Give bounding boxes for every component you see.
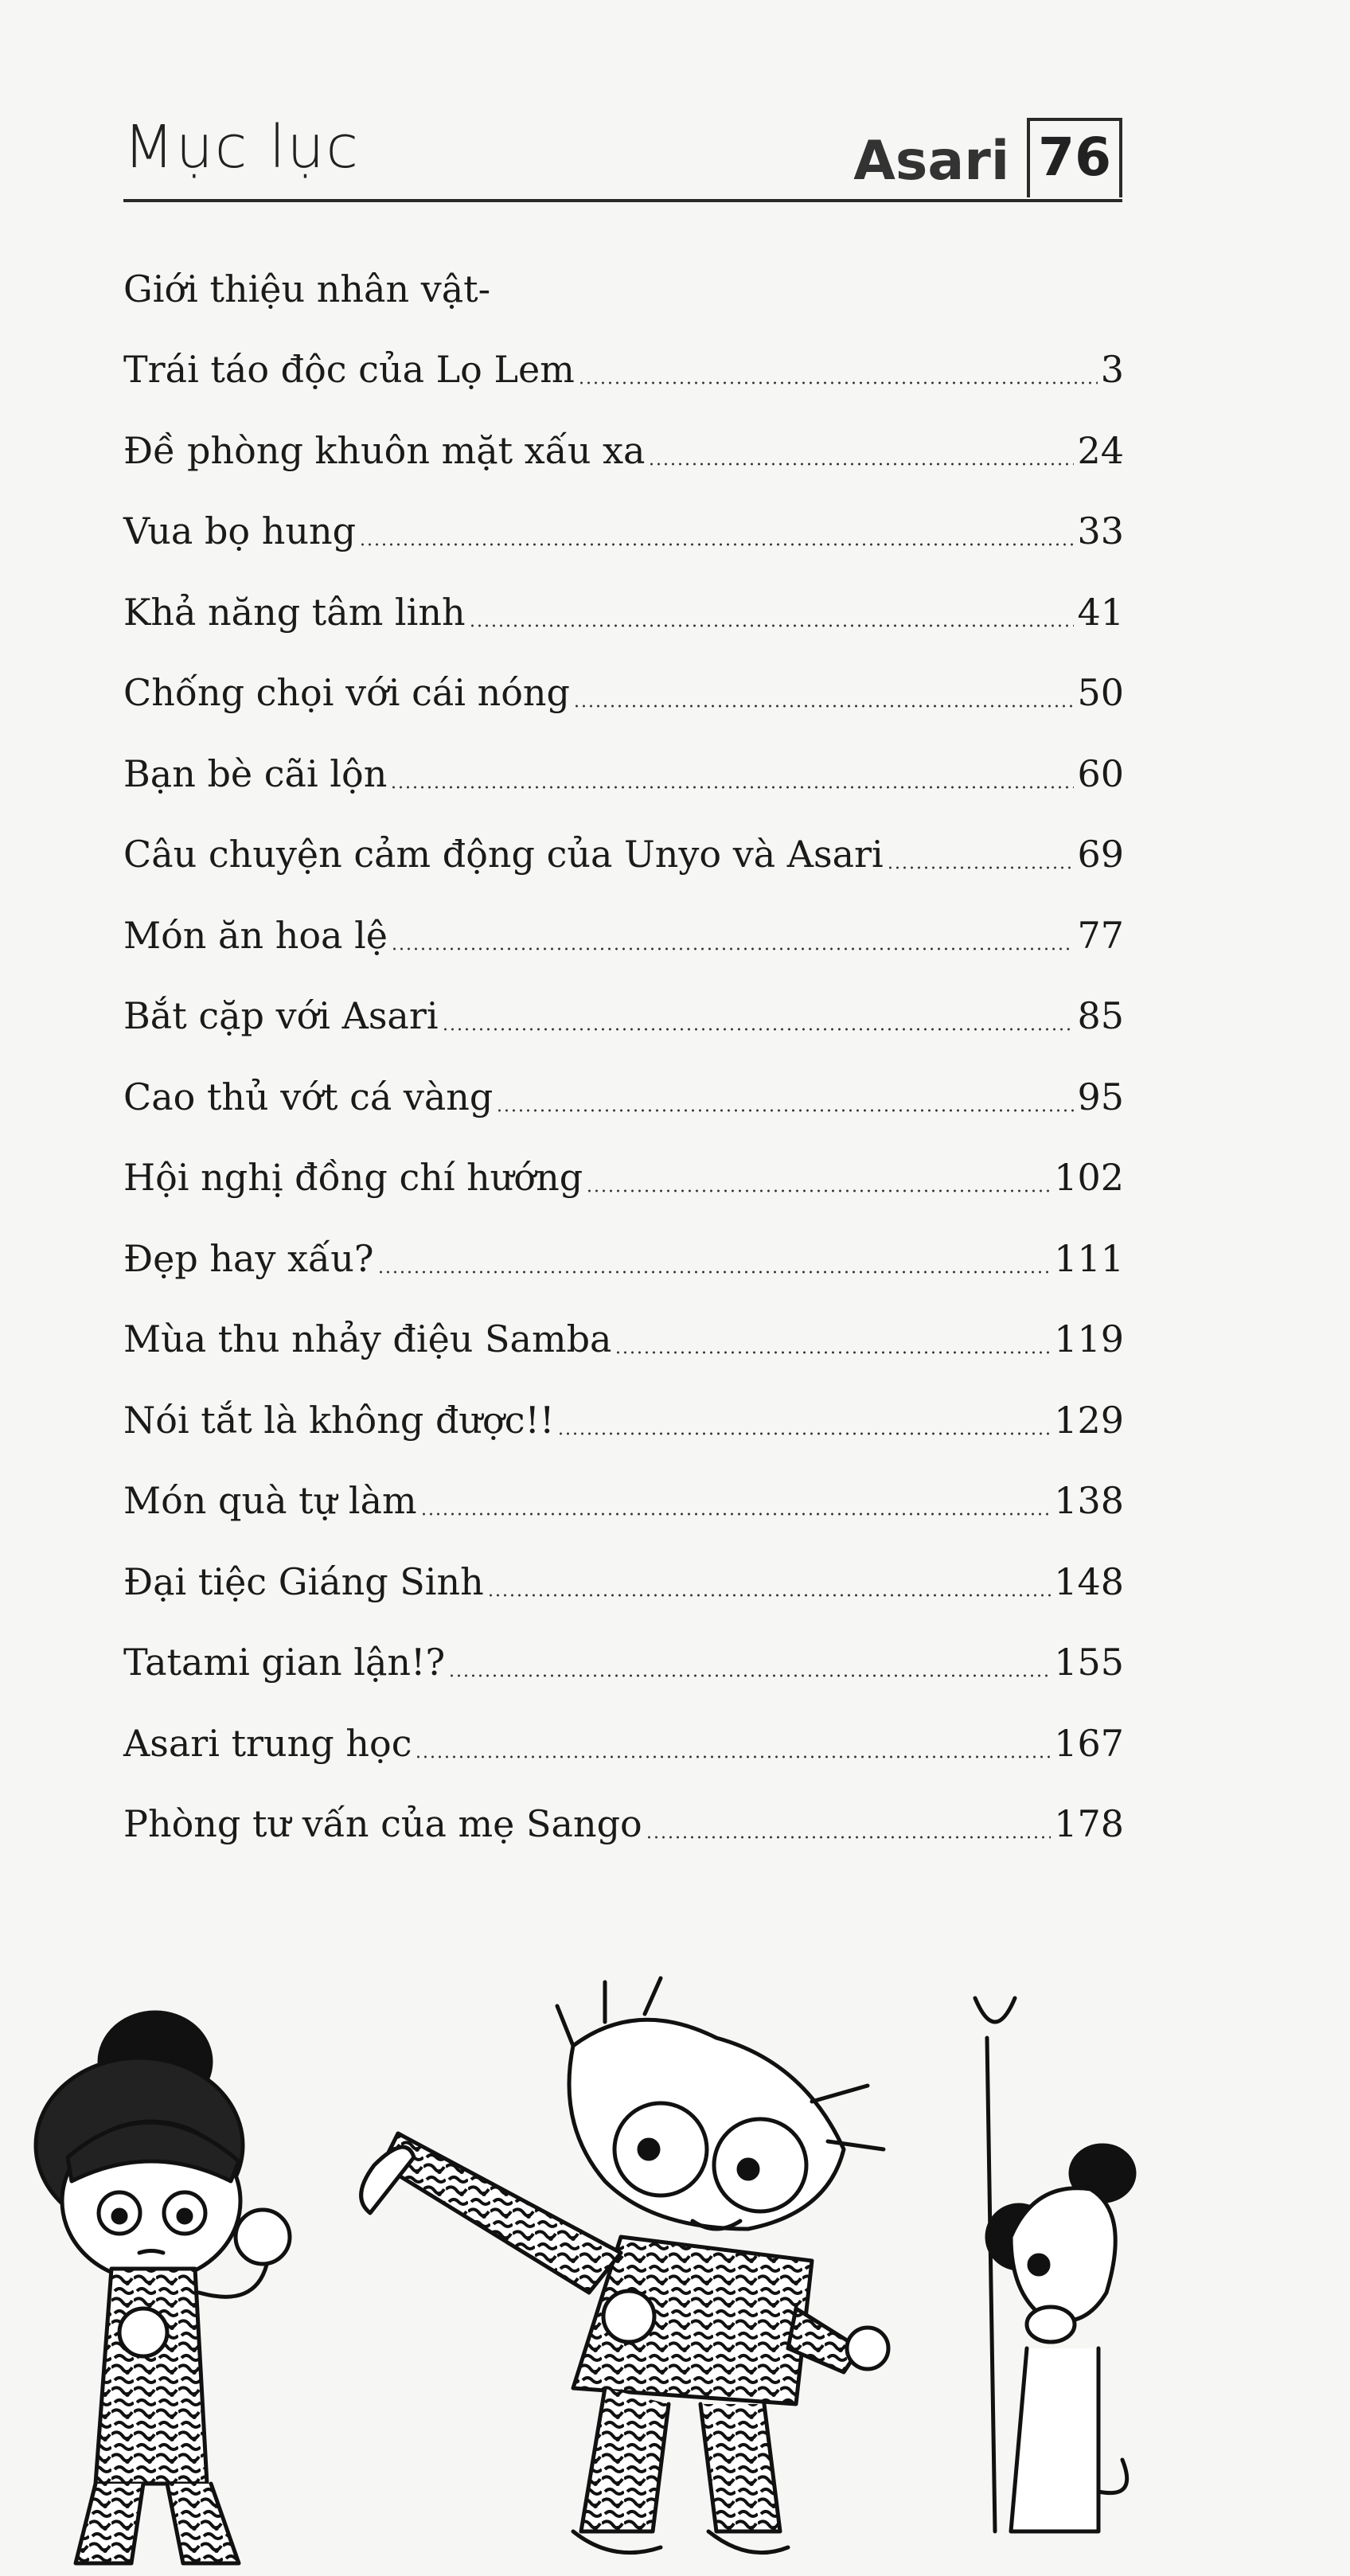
dot-leader bbox=[487, 1594, 1051, 1597]
toc-entry[interactable] bbox=[123, 1138, 1124, 1219]
toc-entry-title: Chống chọi với cái nóng bbox=[123, 671, 571, 715]
toc-entry-page: 69 bbox=[1077, 833, 1124, 876]
toc-entry-title: Asari trung học bbox=[123, 1721, 412, 1765]
series-label bbox=[853, 118, 1122, 197]
toc-entry-page: 138 bbox=[1054, 1479, 1124, 1523]
toc-entry-page: 178 bbox=[1054, 1802, 1124, 1846]
dot-leader bbox=[415, 1755, 1051, 1758]
toc-entry-page: 85 bbox=[1077, 994, 1124, 1038]
toc-entry-title: Bạn bè cãi lộn bbox=[123, 751, 388, 795]
dot-leader bbox=[648, 463, 1074, 466]
toc-entry-page: 3 bbox=[1100, 348, 1124, 392]
toc-entry-title: Hội nghị đồng chí hướng bbox=[123, 1156, 583, 1200]
toc-entry[interactable] bbox=[123, 410, 1124, 491]
toc-entry-title: Khả năng tâm linh bbox=[123, 590, 466, 634]
volume-number: 76 bbox=[1027, 118, 1122, 197]
toc-entry-title: Đề phòng khuôn mặt xấu xa bbox=[123, 428, 646, 472]
toc-entry[interactable] bbox=[123, 1380, 1124, 1461]
toc-entry[interactable] bbox=[123, 895, 1124, 976]
toc-entry-page: 41 bbox=[1077, 590, 1124, 634]
dot-leader bbox=[887, 866, 1075, 869]
toc-entry[interactable] bbox=[123, 1784, 1124, 1865]
dot-leader bbox=[391, 947, 1074, 950]
toc-entry-title: Đẹp hay xấu? bbox=[123, 1236, 374, 1280]
page-title: Mục lục bbox=[123, 113, 361, 181]
page-header bbox=[123, 103, 1122, 202]
toc-entry-page: 77 bbox=[1077, 913, 1124, 957]
toc-entry-title: Mùa thu nhảy điệu Samba bbox=[123, 1317, 612, 1361]
toc-entry-title: Cao thủ vớt cá vàng bbox=[123, 1075, 494, 1118]
dot-leader bbox=[420, 1512, 1052, 1516]
dot-leader bbox=[469, 624, 1075, 627]
toc-entry-title: Vua bọ hung bbox=[123, 509, 357, 553]
left-character-figure bbox=[36, 2012, 290, 2563]
toc-entry-title: Trái táo độc của Lọ Lem bbox=[123, 348, 575, 392]
toc-entry[interactable] bbox=[123, 1541, 1124, 1622]
toc-entry-title: Món quà tự làm bbox=[123, 1479, 417, 1523]
toc-entry[interactable] bbox=[123, 1056, 1124, 1138]
dot-leader bbox=[578, 381, 1098, 384]
toc-entry-page: 119 bbox=[1054, 1317, 1124, 1361]
dot-leader bbox=[646, 1836, 1051, 1839]
toc-entry[interactable] bbox=[123, 1461, 1124, 1542]
toc-intro: Giới thiệu nhân vật- bbox=[123, 267, 491, 310]
dot-leader bbox=[557, 1432, 1051, 1435]
dot-leader bbox=[573, 704, 1074, 708]
table-of-contents bbox=[123, 248, 1124, 1864]
dot-leader bbox=[442, 1028, 1075, 1031]
character-illustration bbox=[0, 1974, 1350, 2576]
toc-entry[interactable] bbox=[123, 491, 1124, 572]
toc-entry-title: Đại tiệc Giáng Sinh bbox=[123, 1559, 484, 1603]
toc-entry-title: Tatami gian lận!? bbox=[123, 1641, 446, 1684]
toc-entry-page: 24 bbox=[1077, 428, 1124, 472]
toc-entry-title: Bắt cặp với Asari bbox=[123, 994, 439, 1038]
toc-entry-title: Món ăn hoa lệ bbox=[123, 913, 388, 957]
dot-leader bbox=[448, 1674, 1051, 1677]
dot-leader bbox=[615, 1351, 1051, 1354]
toc-intro-row bbox=[123, 248, 1124, 330]
toc-entry-title: Nói tắt là không được!! bbox=[123, 1398, 555, 1442]
toc-entry-title: Câu chuyện cảm động của Unyo và Asari bbox=[123, 833, 884, 876]
toc-entry[interactable] bbox=[123, 976, 1124, 1057]
toc-entry[interactable] bbox=[123, 330, 1124, 411]
toc-entry-page: 60 bbox=[1077, 751, 1124, 795]
toc-entry[interactable] bbox=[123, 814, 1124, 896]
dot-leader bbox=[359, 543, 1074, 546]
toc-entry-page: 50 bbox=[1077, 671, 1124, 715]
toc-entry[interactable] bbox=[123, 1703, 1124, 1784]
dot-leader bbox=[586, 1189, 1051, 1192]
toc-entry-page: 148 bbox=[1054, 1559, 1124, 1603]
toc-entry-page: 111 bbox=[1054, 1236, 1124, 1280]
toc-entry[interactable] bbox=[123, 1218, 1124, 1299]
dot-leader bbox=[496, 1109, 1074, 1112]
right-dog-figure bbox=[975, 1998, 1134, 2531]
dot-leader bbox=[390, 786, 1074, 789]
toc-entry-page: 129 bbox=[1054, 1398, 1124, 1442]
toc-entry[interactable] bbox=[123, 1622, 1124, 1704]
toc-entry-page: 95 bbox=[1077, 1075, 1124, 1118]
toc-entry[interactable] bbox=[123, 572, 1124, 653]
toc-entry-page: 102 bbox=[1054, 1156, 1124, 1200]
dot-leader bbox=[377, 1270, 1052, 1274]
toc-entry-page: 167 bbox=[1054, 1721, 1124, 1765]
toc-entry[interactable] bbox=[123, 653, 1124, 734]
toc-entry-page: 155 bbox=[1054, 1641, 1124, 1684]
series-name: Asari bbox=[853, 130, 1010, 193]
toc-entry[interactable] bbox=[123, 733, 1124, 814]
toc-entry-page: 33 bbox=[1077, 509, 1124, 553]
toc-entry[interactable] bbox=[123, 1299, 1124, 1380]
middle-character-figure bbox=[361, 1978, 888, 2553]
toc-entry-title: Phòng tư vấn của mẹ Sango bbox=[123, 1802, 642, 1846]
